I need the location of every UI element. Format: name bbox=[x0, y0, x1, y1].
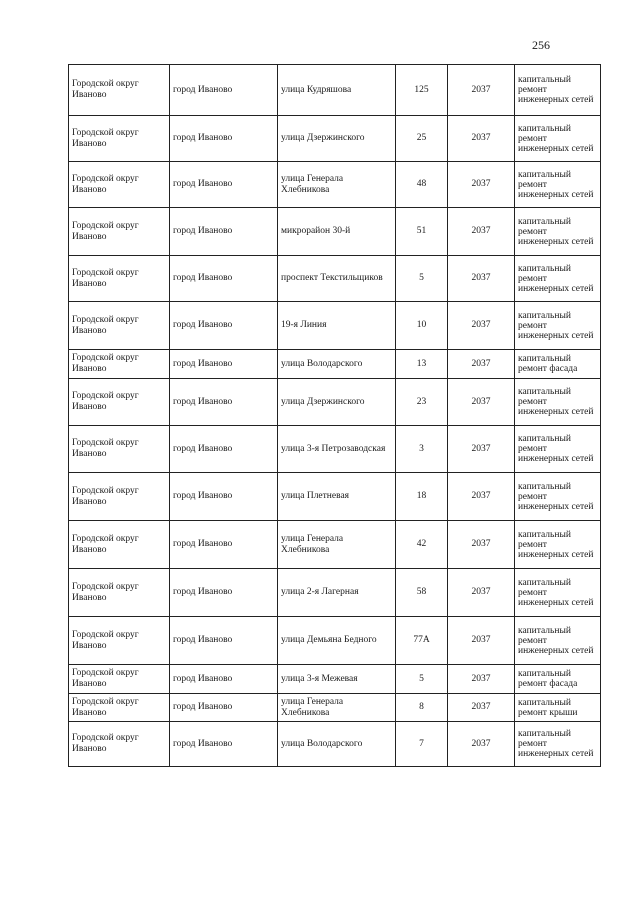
table-row bbox=[69, 426, 601, 473]
table-row bbox=[69, 379, 601, 426]
year-cell: 2037 bbox=[448, 208, 515, 256]
municipality-cell: Городской округ Иваново bbox=[69, 256, 170, 302]
street-cell: улица Володарского bbox=[278, 350, 396, 379]
house-number-cell: 8 bbox=[396, 694, 448, 722]
table-row bbox=[69, 65, 601, 116]
street-cell: улица Володарского bbox=[278, 722, 396, 767]
city-cell: город Иваново bbox=[170, 302, 278, 350]
municipality-cell: Городской округ Иваново bbox=[69, 569, 170, 617]
city-cell: город Иваново bbox=[170, 569, 278, 617]
year-cell: 2037 bbox=[448, 617, 515, 665]
city-cell: город Иваново bbox=[170, 665, 278, 694]
street-cell: улица Дзержинского bbox=[278, 379, 396, 426]
house-number-cell: 3 bbox=[396, 426, 448, 473]
year-cell: 2037 bbox=[448, 65, 515, 116]
street-cell: микрорайон 30-й bbox=[278, 208, 396, 256]
city-cell: город Иваново bbox=[170, 256, 278, 302]
year-cell: 2037 bbox=[448, 665, 515, 694]
work-type-cell: капитальный ремонт инженерных сетей bbox=[515, 379, 601, 426]
table-row bbox=[69, 116, 601, 162]
municipality-cell: Городской округ Иваново bbox=[69, 617, 170, 665]
street-cell: улица 2-я Лагерная bbox=[278, 569, 396, 617]
municipality-cell: Городской округ Иваново bbox=[69, 379, 170, 426]
street-cell: улица Кудряшова bbox=[278, 65, 396, 116]
city-cell: город Иваново bbox=[170, 350, 278, 379]
year-cell: 2037 bbox=[448, 379, 515, 426]
table-row bbox=[69, 521, 601, 569]
city-cell: город Иваново bbox=[170, 162, 278, 208]
year-cell: 2037 bbox=[448, 350, 515, 379]
house-number-cell: 42 bbox=[396, 521, 448, 569]
year-cell: 2037 bbox=[448, 473, 515, 521]
house-number-cell: 5 bbox=[396, 665, 448, 694]
work-type-cell: капитальный ремонт инженерных сетей bbox=[515, 426, 601, 473]
page-number: 256 bbox=[532, 38, 550, 52]
year-cell: 2037 bbox=[448, 694, 515, 722]
street-cell: улица Генерала Хлебникова bbox=[278, 521, 396, 569]
year-cell: 2037 bbox=[448, 521, 515, 569]
house-number-cell: 51 bbox=[396, 208, 448, 256]
city-cell: город Иваново bbox=[170, 426, 278, 473]
street-cell: улица Демьяна Бедного bbox=[278, 617, 396, 665]
work-type-cell: капитальный ремонт инженерных сетей bbox=[515, 116, 601, 162]
year-cell: 2037 bbox=[448, 569, 515, 617]
work-type-cell: капитальный ремонт инженерных сетей bbox=[515, 722, 601, 767]
house-number-cell: 10 bbox=[396, 302, 448, 350]
city-cell: город Иваново bbox=[170, 379, 278, 426]
street-cell: улица 3-я Межевая bbox=[278, 665, 396, 694]
table-row bbox=[69, 208, 601, 256]
table-row bbox=[69, 162, 601, 208]
year-cell: 2037 bbox=[448, 302, 515, 350]
street-cell: 19-я Линия bbox=[278, 302, 396, 350]
work-type-cell: капитальный ремонт инженерных сетей bbox=[515, 208, 601, 256]
house-number-cell: 23 bbox=[396, 379, 448, 426]
table-row bbox=[69, 473, 601, 521]
work-type-cell: капитальный ремонт инженерных сетей bbox=[515, 302, 601, 350]
municipality-cell: Городской округ Иваново bbox=[69, 473, 170, 521]
house-number-cell: 48 bbox=[396, 162, 448, 208]
house-number-cell: 77А bbox=[396, 617, 448, 665]
municipality-cell: Городской округ Иваново bbox=[69, 162, 170, 208]
municipality-cell: Городской округ Иваново bbox=[69, 302, 170, 350]
work-type-cell: капитальный ремонт инженерных сетей bbox=[515, 473, 601, 521]
table-row bbox=[69, 722, 601, 767]
table-row bbox=[69, 665, 601, 694]
house-number-cell: 5 bbox=[396, 256, 448, 302]
municipality-cell: Городской округ Иваново bbox=[69, 65, 170, 116]
municipality-cell: Городской округ Иваново bbox=[69, 208, 170, 256]
year-cell: 2037 bbox=[448, 116, 515, 162]
municipality-cell: Городской округ Иваново bbox=[69, 722, 170, 767]
city-cell: город Иваново bbox=[170, 116, 278, 162]
house-number-cell: 58 bbox=[396, 569, 448, 617]
city-cell: город Иваново bbox=[170, 208, 278, 256]
street-cell: проспект Текстильщиков bbox=[278, 256, 396, 302]
table-row bbox=[69, 302, 601, 350]
municipality-cell: Городской округ Иваново bbox=[69, 665, 170, 694]
street-cell: улица Дзержинского bbox=[278, 116, 396, 162]
street-cell: улица Генерала Хлебникова bbox=[278, 694, 396, 722]
year-cell: 2037 bbox=[448, 256, 515, 302]
municipality-cell: Городской округ Иваново bbox=[69, 350, 170, 379]
work-type-cell: капитальный ремонт фасада bbox=[515, 665, 601, 694]
street-cell: улица 3-я Петрозаводская bbox=[278, 426, 396, 473]
municipality-cell: Городской округ Иваново bbox=[69, 426, 170, 473]
municipality-cell: Городской округ Иваново bbox=[69, 521, 170, 569]
house-number-cell: 7 bbox=[396, 722, 448, 767]
work-type-cell: капитальный ремонт крыши bbox=[515, 694, 601, 722]
house-number-cell: 18 bbox=[396, 473, 448, 521]
registry-table bbox=[68, 64, 601, 767]
table-row bbox=[69, 569, 601, 617]
work-type-cell: капитальный ремонт инженерных сетей bbox=[515, 569, 601, 617]
table-row bbox=[69, 256, 601, 302]
city-cell: город Иваново bbox=[170, 722, 278, 767]
year-cell: 2037 bbox=[448, 722, 515, 767]
city-cell: город Иваново bbox=[170, 521, 278, 569]
municipality-cell: Городской округ Иваново bbox=[69, 694, 170, 722]
city-cell: город Иваново bbox=[170, 694, 278, 722]
work-type-cell: капитальный ремонт инженерных сетей bbox=[515, 617, 601, 665]
municipality-cell: Городской округ Иваново bbox=[69, 116, 170, 162]
city-cell: город Иваново bbox=[170, 65, 278, 116]
house-number-cell: 13 bbox=[396, 350, 448, 379]
work-type-cell: капитальный ремонт инженерных сетей bbox=[515, 256, 601, 302]
year-cell: 2037 bbox=[448, 426, 515, 473]
work-type-cell: капитальный ремонт инженерных сетей bbox=[515, 162, 601, 208]
table-row bbox=[69, 350, 601, 379]
table-row bbox=[69, 617, 601, 665]
city-cell: город Иваново bbox=[170, 617, 278, 665]
city-cell: город Иваново bbox=[170, 473, 278, 521]
street-cell: улица Генерала Хлебникова bbox=[278, 162, 396, 208]
house-number-cell: 125 bbox=[396, 65, 448, 116]
table-row bbox=[69, 694, 601, 722]
street-cell: улица Плетневая bbox=[278, 473, 396, 521]
work-type-cell: капитальный ремонт инженерных сетей bbox=[515, 65, 601, 116]
work-type-cell: капитальный ремонт фасада bbox=[515, 350, 601, 379]
house-number-cell: 25 bbox=[396, 116, 448, 162]
work-type-cell: капитальный ремонт инженерных сетей bbox=[515, 521, 601, 569]
year-cell: 2037 bbox=[448, 162, 515, 208]
